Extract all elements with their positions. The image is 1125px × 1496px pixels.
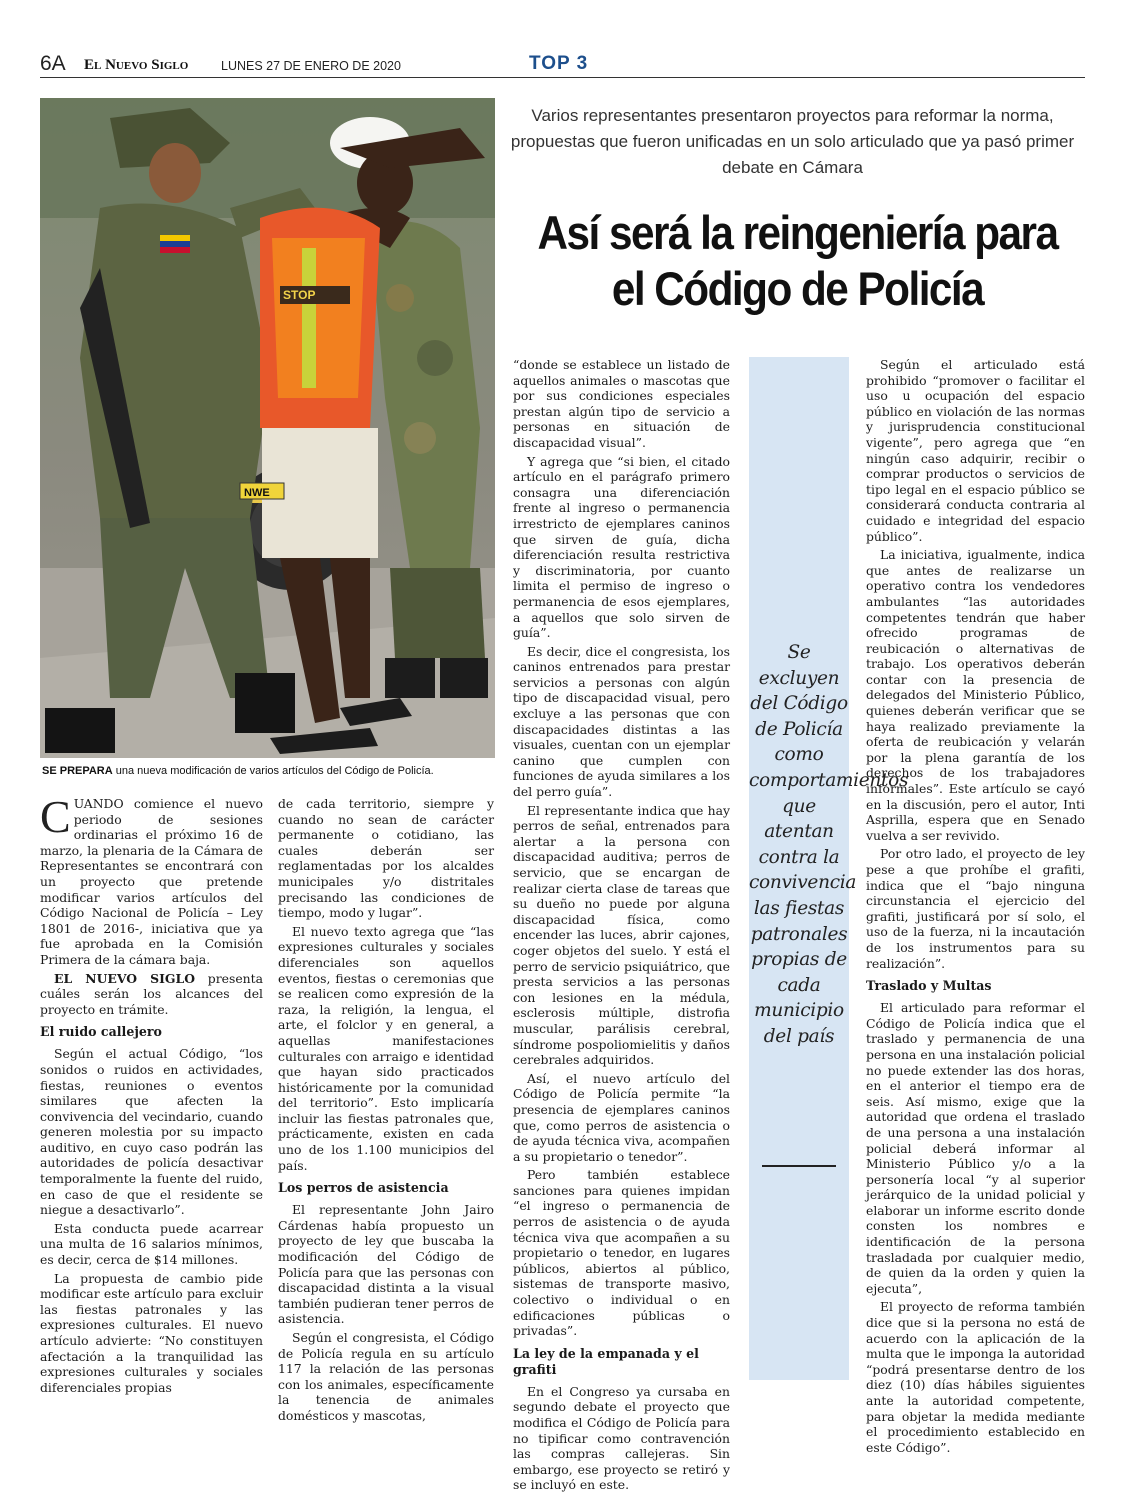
caption-lead: SE PREPARA [42,765,113,777]
text-column-1 [40,791,263,1398]
subheading-perros: Los perros de asistencia [278,1180,449,1196]
paragraph: El representante John Jairo Cárdenas había propuesto un proyecto de ley que buscaba la modificación del Código de Policía para que las personas con discapacidad distinta a la visual también pudieran tener perros de asistencia. [278,1202,494,1327]
newspaper-name: El Nuevo Siglo [84,57,189,73]
vest-label: STOP [283,288,316,302]
publication-date: LUNES 27 DE ENERO DE 2020 [221,59,401,73]
paragraph: El representante indica que hay perros de señal, entrenados para alertar a la persona con discapacidad auditiva; perros de servicio, que se encargan de realizar cierta clase de tareas que su dueño no puede por alguna discapacidad física, como encender las luces, abrir cajones, coger objetos del suelo. Y está el perro de servicio psiquiátrico, que presta servicios a las personas con lesiones en la médula, esclerosis múltiple, distrofia muscular, parálisis cerebral, síndrome pospoliomielitis y daños cerebrales adquiridos. [513,802,730,1068]
paragraph: Según el congresista, el Código de Policía regula en su artículo 117 la relación de las personas con los animales, específicamente la tenencia de animales domésticos y mascotas, [278,1330,494,1423]
paragraph: La propuesta de cambio pide modificar este artículo para excluir las fiestas patronales y las expresiones culturales. El nuevo artículo advierte: “No constituyen afectación a la tranquilidad las expresiones culturales y sociales diferenciales propias [40,1270,263,1395]
pull-quote-rule [762,1165,836,1167]
paragraph: El articulado para reformar el Código de Policía indica que el traslado y permanencia de una persona en una instalación policial no puede extender las dos horas, en el anterior el tiempo era de seis. Así mismo, exige que la autoridad que ordena el traslado de una persona a una instalación policial deberá informar al Ministerio Público y/o a la personería local “y al superior jerárquico de la unidad policial y elaborar un informe escrito donde consten los nombres e identificación de la persona trasladada por cualquier medio, de quien da la orden y quien la ejecuta”, [866,1000,1085,1296]
paper-name-inline: EL NUEVO SIGLO [54,970,196,986]
article-headline [534,205,1061,317]
paragraph: Por otro lado, el proyecto de ley pese a que prohíbe el grafiti, indica que el “bajo ninguna circunstancia el ejercicio del grafiti, justificará por sí solo, el uso de la fuerza, ni la incautación de los instrumentos para su realización”. [866,846,1085,971]
paragraph: Según el actual Código, “los sonidos o ruidos en actividades, fiestas, reuniones o eventos similares que afecten la convivencia del vecindario, cuando generen molestia por su impacto auditivo, en cuyo caso podrán las autoridades de policía desactivar temporalmente la fuente del ruido, en caso de que el residente se niegue a desactivarlo”. [40,1046,263,1218]
text-column-2 [278,796,494,1427]
section-label: TOP 3 [529,53,589,74]
text-column-3 [513,357,730,1496]
drop-cap: C [40,791,71,842]
paragraph: Según el articulado está prohibido “promover o facilitar el uso u ocupación del espacio público en violación de las normas y jurisprudencia constitucional vigente”, pero agrega que “en ningún caso adquirir, recibir o comprar productos o servicios de tipo legal en el espacio público se considerará conducta contraria al cuidado e integridad del espacio público”. [866,357,1085,544]
paragraph: Así, el nuevo artículo del Código de Policía permite “la presencia de ejemplares caninos que, como perros de asistencia o de ayuda técnica viva, acompañen a su propietario o tenedor”. [513,1070,730,1164]
page-header [40,52,1085,78]
paragraph: La iniciativa, igualmente, indica que antes de realizarse un operativo contra los vendedores ambulantes “las autoridades competentes tendrán que haber ofrecido programas de reubicación o alternativas de trabajo. Los operativos deberán contar con la presencia de delegados del Ministerio Público, quienes deberán verificar que se haya realizado previamente la oferta de reubicación y velarán por la plena garantía de los derechos de los trabajadores informales”. Este artículo se cayó en la discusión, pero el autor, Inti Asprilla, espera que en Senado vuelva a ser revivido. [866,547,1085,843]
paragraph: “donde se establece un listado de aquellos animales o mascotas que por sus condiciones especiales prestan algún tipo de servicio a personas en situación de discapacidad visual”. [513,357,730,450]
pull-quote-text: Se excluyen del Código de Policía como comportamientos que atentan contra la convivencia las fiestas patronales propias de cada municipio del país [749,642,909,1047]
photo-caption [42,765,497,777]
subheading-ruido: El ruido callejero [40,1024,162,1040]
paragraph: Pero también establece sanciones para quienes impidan “el ingreso o permanencia de perros de asistencia o de ayuda técnica viva que acompañen a su propietario o tenedor, en lugares públicos, abiertos al público, sistemas de transporte masivo, colectivo o individual o en edificaciones públicas o privadas”. [513,1167,730,1339]
paragraph: El proyecto de reforma también dice que si la persona no está de acuerdo con la aplicación de la multa que le imponga la autoridad “podrá presentarse dentro de los diez (10) días hábiles siguientes ante la autoridad competente, para objetar la medida mediante el procedimiento establecido en este Código”. [866,1299,1085,1455]
caption-text: una nueva modificación de varios artículos del Código de Policía. [112,765,434,777]
paragraph: de cada territorio, siempre y cuando no sean de carácter permanente o cotidiano, las cuales deberán ser reglamentadas por los alcaldes municipales y/o distritales precisando las condiciones de tiempo, modo y lugar”. [278,796,494,921]
paragraph: Es decir, dice el congresista, los caninos entrenados para prestar servicios a personas con algún tipo de discapacidad visual, pero excluye a las personas que con discapacidades distintas a las visuales, cuentan con un ejemplar canino que cumplen con funciones de ayuda similares a los del perro guía”. [513,643,730,800]
paragraph: EL NUEVO SIGLO presenta cuáles serán los alcances del proyecto en trámite. [40,970,263,1017]
article-deck: Varios representantes presentaron proyectos para reformar la norma, propuestas que fueron unificadas en un solo articulado que ya pasó primer debate en Cámara [510,106,1075,177]
headline-line-2: el Código de Policía [611,262,984,315]
paragraph: Y agrega que “si bien, el citado artículo en el parágrafo primero consagra una diferenciación frente al ingreso o permanencia irrestricto de ejemplares caninos que sirven de guía, dicha diferenciación resulta restrictiva y discriminatoria, por cuanto limita el permiso de ingreso o permanencia de esos ejemplares, a aquellos que solo sirven de guía”. [513,453,730,641]
text-column-4 [866,357,1085,1458]
paragraph: CUANDO comience el nuevo periodo de sesiones ordinarias el próximo 16 de marzo, la plenaria de la Cámara de Representantes se encontrará con un proyecto que pretende modificar varios artículos del Código Nacional de Policía – Ley 1801 de 2016-, iniciativa que ya fue aprobada en la Comisión Primera de la cámara baja. [40,791,263,967]
paragraph: En el Congreso ya cursaba en segundo debate el proyecto que modifica el Código de Policía para no tipificar como contravención las compras callejeras. Sin embargo, ese proyecto se retiró y se incluyó en este. [513,1383,730,1493]
paragraph: Esta conducta puede acarrear una multa de 16 salarios mínimos, es decir, cerca de $14 millones. [40,1220,263,1268]
subheading-empanada: La ley de la empanada y el grafiti [513,1345,699,1377]
article-photo [40,98,495,758]
page-number: 6A [40,52,66,75]
pull-quote-box [749,357,909,1380]
paragraph: El nuevo texto agrega que “las expresiones culturales y sociales diferenciales son aquellos eventos, fiestas o ceremonias que se realicen como expresión de la raza, la religión, la lengua, el arte, el folclor y en general, a aquellas manifestaciones culturales con arraigo e identidad que hayan sido practicados históricamente por la comunidad del territorio”. Esto implicaría incluir las fiestas patronales que, prácticamente, existen en cada uno de los 1.100 municipios del país. [278,923,494,1173]
headline-line-1: Así será la reingeniería para [537,206,1058,259]
subheading-traslado: Traslado y Multas [866,978,992,994]
plate-label: NWE [244,487,270,499]
